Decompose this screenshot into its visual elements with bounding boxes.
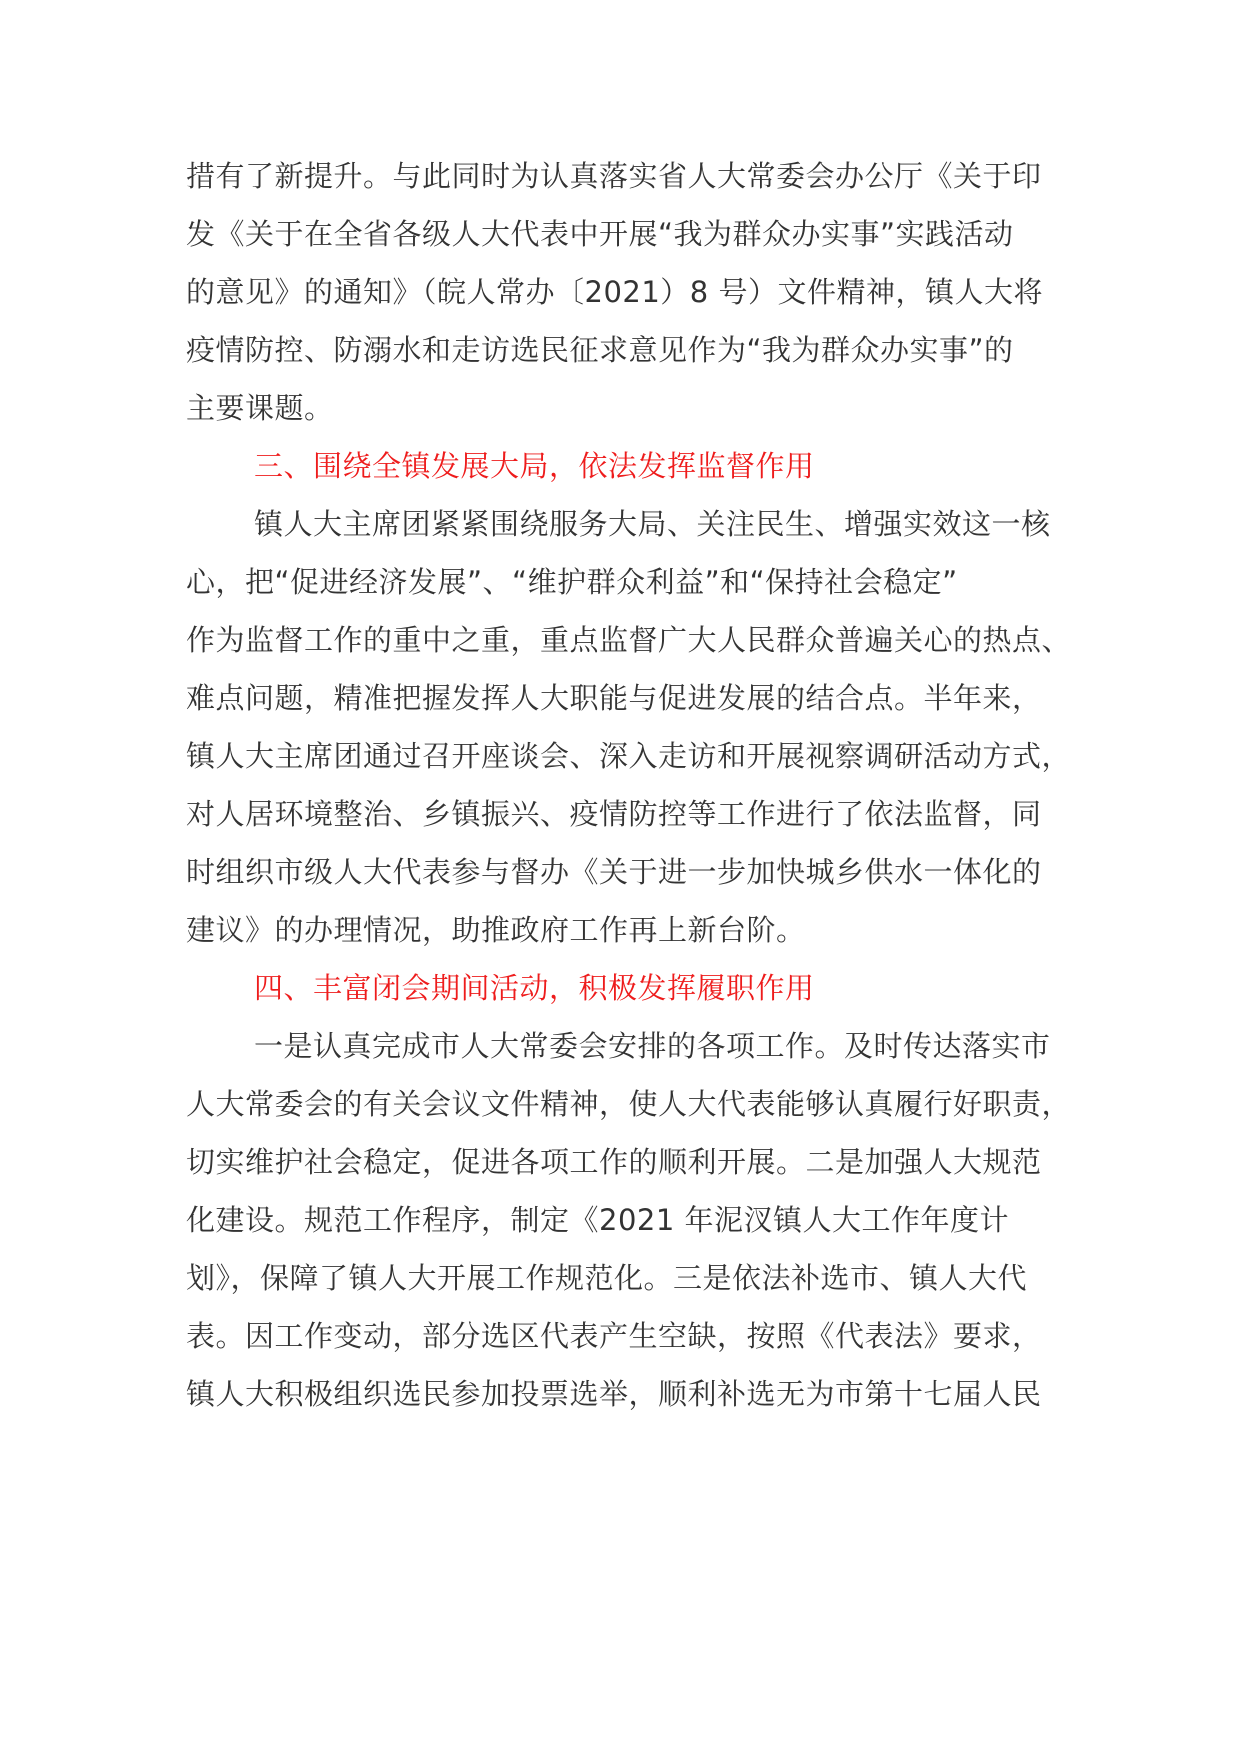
paragraph-line: 措有了新提升。与此同时为认真落实省人大常委会办公厅《关于印 <box>186 159 1042 193</box>
paragraph-line: 镇人大主席团紧紧围绕服务大局、关注民生、增强实效这一核 <box>254 507 1051 541</box>
paragraph-line: 化建设。规范工作程序，制定《2021 年泥汊镇人大工作年度计 <box>186 1203 1010 1237</box>
paragraph-line: 切实维护社会稳定，促进各项工作的顺利开展。二是加强人大规范 <box>186 1145 1042 1179</box>
paragraph-line: 镇人大积极组织选民参加投票选举，顺利补选无为市第十七届人民 <box>186 1377 1042 1411</box>
paragraph-line: 心，把“促进经济发展”、“维护群众利益”和“保持社会稳定” <box>186 565 958 599</box>
paragraph-line: 一是认真完成市人大常委会安排的各项工作。及时传达落实市 <box>254 1029 1051 1063</box>
paragraph-line: 的意见》的通知》（皖人常办〔2021）8 号）文件精神，镇人大将 <box>186 275 1043 309</box>
paragraph-line: 人大常委会的有关会议文件精神，使人大代表能够认真履行好职责， <box>186 1087 1072 1121</box>
paragraph-line: 时组织市级人大代表参与督办《关于进一步加快城乡供水一体化的 <box>186 855 1042 889</box>
paragraph-line: 对人居环境整治、乡镇振兴、疫情防控等工作进行了依法监督，同 <box>186 797 1042 831</box>
paragraph-line: 划》，保障了镇人大开展工作规范化。三是依法补选市、镇人大代 <box>186 1261 1028 1295</box>
paragraph-line: 作为监督工作的重中之重，重点监督广大人民群众普遍关心的热点、 <box>186 623 1072 657</box>
paragraph-line: 难点问题，精准把握发挥人大职能与促进发展的结合点。半年来， <box>186 681 1042 715</box>
paragraph-line: 表。因工作变动，部分选区代表产生空缺，按照《代表法》要求， <box>186 1319 1042 1353</box>
section-heading: 三、围绕全镇发展大局，依法发挥监督作用 <box>254 449 815 483</box>
paragraph-line: 主要课题。 <box>186 391 334 425</box>
paragraph-line: 疫情防控、防溺水和走访选民征求意见作为“我为群众办实事”的 <box>186 333 1014 367</box>
paragraph-line: 发《关于在全省各级人大代表中开展“我为群众办实事”实践活动 <box>186 217 1014 251</box>
paragraph-line: 镇人大主席团通过召开座谈会、深入走访和开展视察调研活动方式， <box>186 739 1072 773</box>
paragraph-line: 建议》的办理情况，助推政府工作再上新台阶。 <box>186 913 806 947</box>
section-heading: 四、丰富闭会期间活动，积极发挥履职作用 <box>254 971 815 1005</box>
